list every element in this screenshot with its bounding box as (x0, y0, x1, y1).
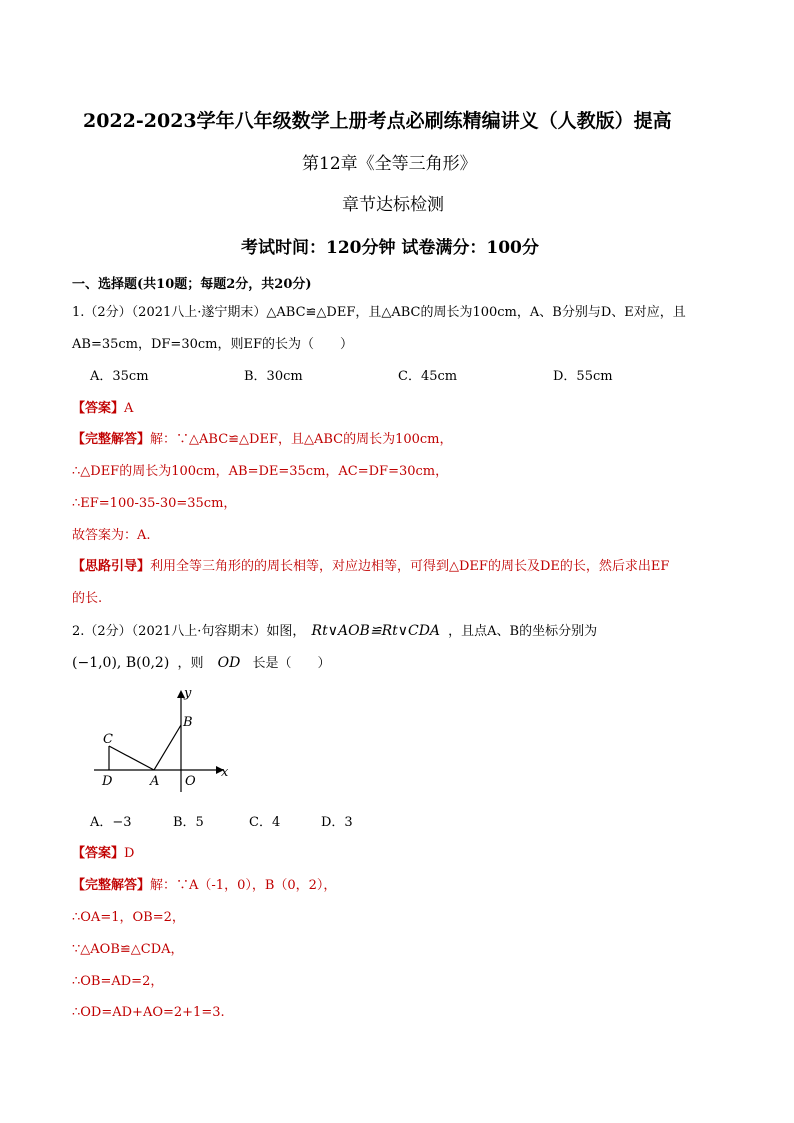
solution-tag: 【完整解答】 (72, 432, 151, 447)
label-y: y (184, 686, 192, 701)
q2-option-a: A．−3 (90, 815, 132, 830)
q1-guide-line1 (72, 559, 669, 575)
q2-answer (72, 846, 134, 862)
label-x: x (221, 765, 229, 780)
label-b: B (183, 715, 193, 730)
q2-stem-prefix: 2.（2分）（2021八上·句容期末）如图， (72, 624, 306, 639)
label-c: C (103, 732, 113, 747)
q2-solution-line1 (72, 878, 336, 894)
q2-option-d: D．3 (321, 815, 353, 830)
document-title: 2022-2023学年八年级数学上册考点必刷练精编讲义（人教版）提高 (83, 110, 672, 132)
q1-stem-line1: 1.（2分）（2021八上·遂宁期末）△ABC≌△DEF，且△ABC的周长为100cm，A、B分别与D、E对应，且 (72, 305, 686, 320)
guide-text: 利用全等三角形的的周长相等，对应边相等，可得到△DEF的周长及DE的长，然后求出EF (150, 559, 670, 574)
q1-option-c: C．45cm (398, 369, 458, 384)
guide-tag: 【思路引导】 (72, 559, 151, 574)
answer-tag: 【答案】 (72, 846, 125, 861)
q2-od-math: OD (217, 655, 241, 671)
label-o: O (185, 774, 196, 789)
q2-solution-line2: ∴OA=1，OB=2， (72, 910, 185, 925)
q1-solution-line2: ∴△DEF的周长为100cm，AB=DE=35cm，AC=DF=30cm， (72, 464, 449, 479)
q2-stem-line1 (72, 623, 597, 640)
section-heading: 一、选择题(共10题；每题2分，共20分) (72, 277, 312, 292)
q2-option-b: B．5 (173, 815, 204, 830)
answer-value: A (124, 401, 134, 416)
segment-ab (154, 725, 181, 770)
q2-option-c: C．4 (249, 815, 281, 830)
label-d: D (102, 774, 113, 789)
chapter-title: 第12章《全等三角形》 (302, 154, 477, 174)
solution-text: 解：∵△ABC≌△DEF，且△ABC的周长为100cm， (150, 432, 453, 447)
answer-value: D (124, 846, 135, 861)
answer-tag: 【答案】 (72, 401, 125, 416)
q2-solution-line5: ∴OD=AD+AO=2+1=3. (72, 1005, 225, 1020)
solution-text: 解：∵A（-1，0），B（0，2）， (150, 878, 337, 893)
q1-answer (72, 401, 133, 417)
q1-solution-line4: 故答案为：A. (72, 528, 151, 543)
q2-stem-line2 (72, 655, 330, 672)
q1-stem-line2: AB=35cm，DF=30cm，则EF的长为（ ） (72, 337, 353, 352)
solution-tag: 【完整解答】 (72, 878, 151, 893)
q2-stem-mid: ，则 (177, 656, 204, 671)
q2-solution-line4: ∴OB=AD=2， (72, 974, 164, 989)
q1-guide-line2: 的长. (72, 591, 103, 606)
q2-solution-line3: ∵△AOB≌△CDA， (72, 942, 184, 957)
segment-ca (109, 746, 154, 770)
q2-stem-end: 长是（ ） (252, 656, 331, 671)
q1-option-d: D．55cm (553, 369, 613, 384)
section-subtitle: 章节达标检测 (342, 195, 444, 215)
q1-solution-line1 (72, 432, 453, 448)
q2-stem-suffix: ，且点A、B的坐标分别为 (448, 624, 598, 639)
exam-info: 考试时间：120分钟 试卷满分：100分 (241, 238, 539, 258)
q1-option-a: A．35cm (90, 369, 149, 384)
label-a: A (150, 774, 160, 789)
q2-coords-math: (−1,0), B(0,2) (72, 655, 170, 671)
q1-solution-line3: ∴EF=100-35-30=35cm， (72, 496, 237, 511)
q2-figure (88, 684, 248, 802)
q2-congruence-math: Rt∨AOB≌Rt∨CDA (311, 623, 441, 639)
q1-option-b: B．30cm (244, 369, 303, 384)
